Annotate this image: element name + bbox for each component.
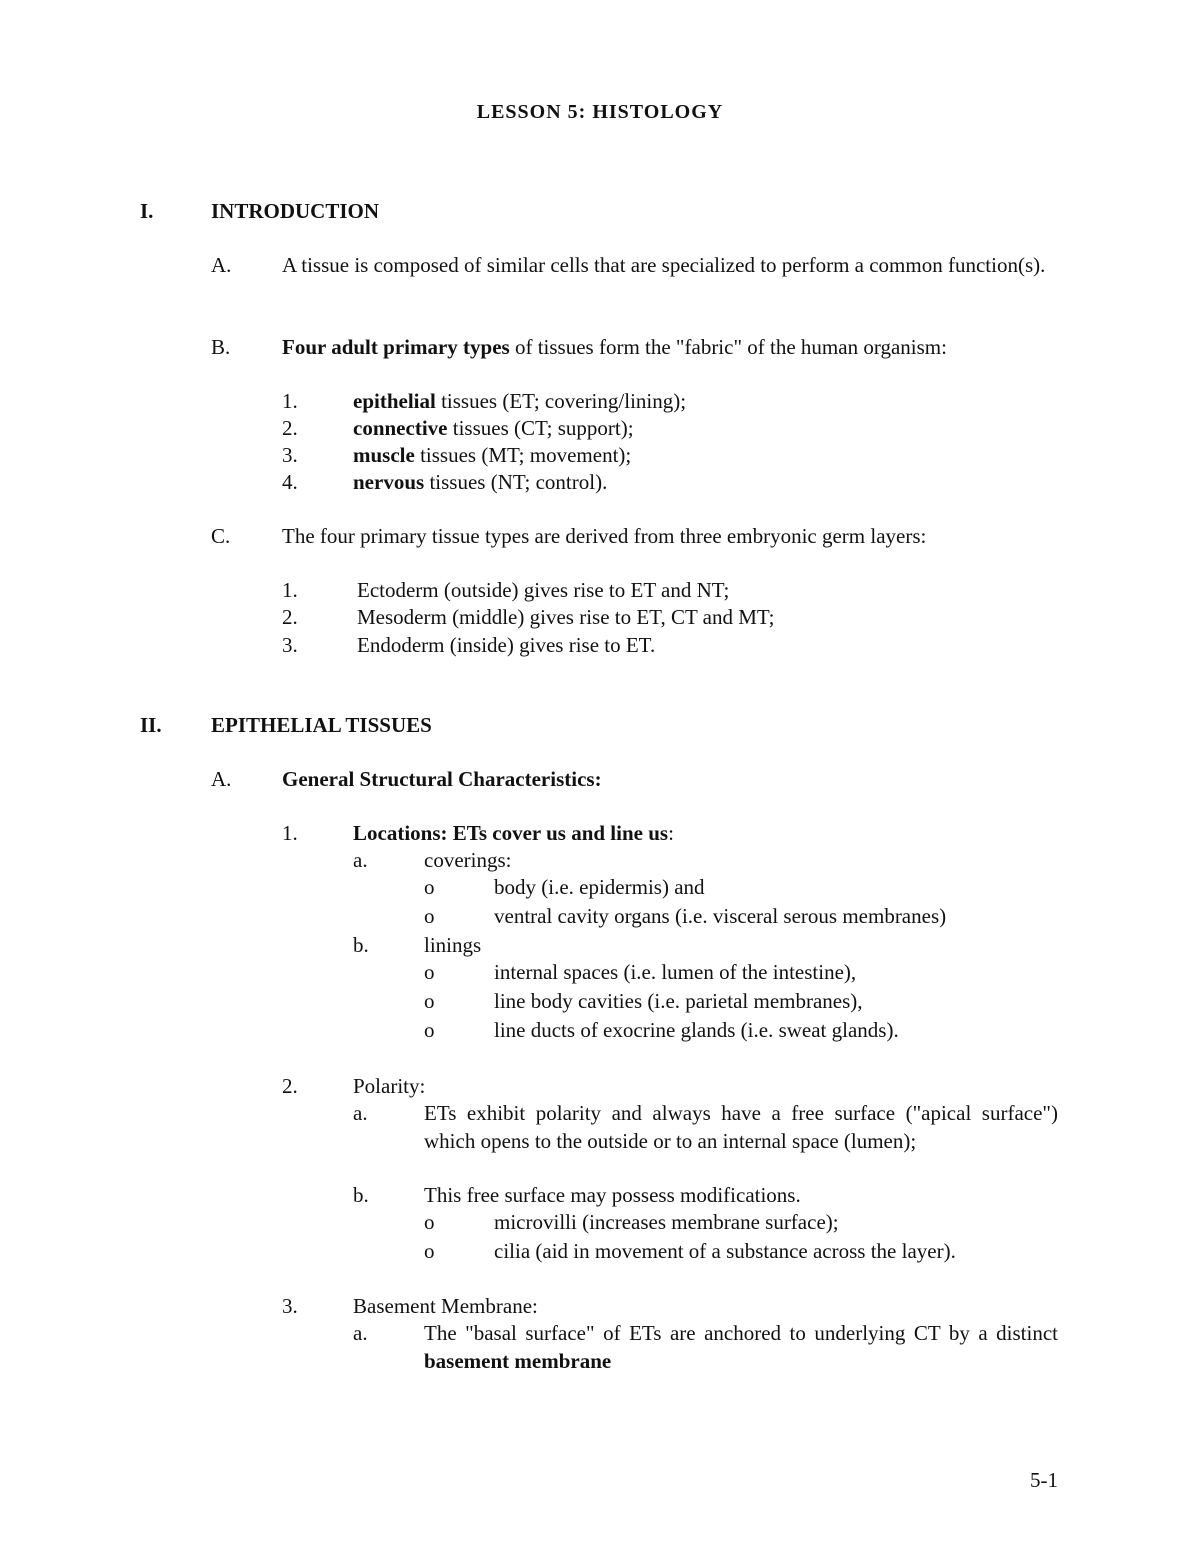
bullet-icon: o [424, 875, 435, 899]
sub-item [424, 1319, 1058, 1375]
section-heading: INTRODUCTION [211, 199, 380, 223]
list-item: Basement Membrane: [353, 1294, 538, 1318]
section-number: II. [140, 713, 162, 737]
list-number: 3. [282, 1294, 298, 1318]
sub-item: coverings: [424, 848, 512, 872]
bold-term: nervous [353, 470, 425, 494]
item-label: A. [211, 767, 232, 791]
bold-term: Locations: ETs cover us and line us [353, 821, 669, 845]
bullet-item: line body cavities (i.e. parietal membranes), [494, 989, 863, 1013]
text-run: tissues (MT; movement); [414, 443, 632, 467]
paragraph: A tissue is composed of similar cells that are specialized to perform a common function(s). [282, 253, 1046, 277]
bullet-item: internal spaces (i.e. lumen of the intestine), [494, 960, 857, 984]
text-run: The "basal surface" of ETs are anchored to underlying CT by a distinct [424, 1321, 1058, 1345]
item-label: C. [211, 524, 231, 548]
list-number: 3. [282, 633, 298, 657]
text-run: tissues (CT; support); [447, 416, 634, 440]
bullet-icon: o [424, 989, 435, 1013]
paragraph: The four primary tissue types are derived from three embryonic germ layers: [282, 524, 927, 548]
text-run: tissues (ET; covering/lining); [435, 389, 687, 413]
text-run: of tissues form the "fabric" of the human organism: [509, 335, 947, 359]
bold-term: epithelial [353, 389, 436, 413]
section-number: I. [140, 199, 154, 223]
bullet-icon: o [424, 1210, 435, 1234]
list-number: 2. [282, 1074, 298, 1098]
list-item: Mesoderm (middle) gives rise to ET, CT and MT; [357, 605, 775, 629]
page-number: 5-1 [1030, 1468, 1058, 1492]
sub-item: ETs exhibit polarity and always have a free surface ("apical surface") which opens to the outside or to an internal space (lumen); [424, 1101, 1058, 1153]
list-item [353, 414, 634, 442]
list-number: 1. [282, 389, 298, 413]
text-run: tissues (NT; control). [424, 470, 608, 494]
list-item [353, 468, 607, 496]
list-item: Polarity: [353, 1074, 426, 1098]
subsection-heading: General Structural Characteristics: [282, 767, 602, 791]
list-item [353, 441, 631, 469]
bullet-icon: o [424, 904, 435, 928]
bold-term: basement membrane [424, 1349, 612, 1373]
sub-label: b. [353, 933, 369, 957]
sub-label: a. [353, 1321, 368, 1345]
list-number: 4. [282, 470, 298, 494]
sub-item: linings [424, 933, 482, 957]
item-label: A. [211, 253, 232, 277]
list-number: 2. [282, 416, 298, 440]
bullet-item: body (i.e. epidermis) and [494, 875, 705, 899]
bullet-icon: o [424, 960, 435, 984]
section-heading: EPITHELIAL TISSUES [211, 713, 432, 737]
list-item: Ectoderm (outside) gives rise to ET and NT; [357, 578, 730, 602]
bold-term: muscle [353, 443, 415, 467]
item-label: B. [211, 335, 231, 359]
bullet-item: ventral cavity organs (i.e. visceral serous membranes) [494, 904, 947, 928]
list-item: Endoderm (inside) gives rise to ET. [357, 633, 656, 657]
list-item [353, 819, 674, 847]
bullet-item: microvilli (increases membrane surface); [494, 1210, 839, 1234]
sub-label: a. [353, 1101, 368, 1125]
bold-term: Four adult primary types [282, 335, 510, 359]
page-title: LESSON 5: HISTOLOGY [476, 101, 724, 123]
list-number: 2. [282, 605, 298, 629]
sub-item: This free surface may possess modifications. [424, 1183, 801, 1207]
paragraph [282, 333, 947, 361]
bullet-item: line ducts of exocrine glands (i.e. sweat glands). [494, 1018, 899, 1042]
bullet-icon: o [424, 1239, 435, 1263]
list-number: 1. [282, 821, 298, 845]
list-item [353, 387, 686, 415]
list-number: 3. [282, 443, 298, 467]
sub-label: a. [353, 848, 368, 872]
sub-label: b. [353, 1183, 369, 1207]
text-run: : [668, 821, 674, 845]
list-number: 1. [282, 578, 298, 602]
bullet-item: cilia (aid in movement of a substance across the layer). [494, 1239, 956, 1263]
bold-term: connective [353, 416, 448, 440]
bullet-icon: o [424, 1018, 435, 1042]
